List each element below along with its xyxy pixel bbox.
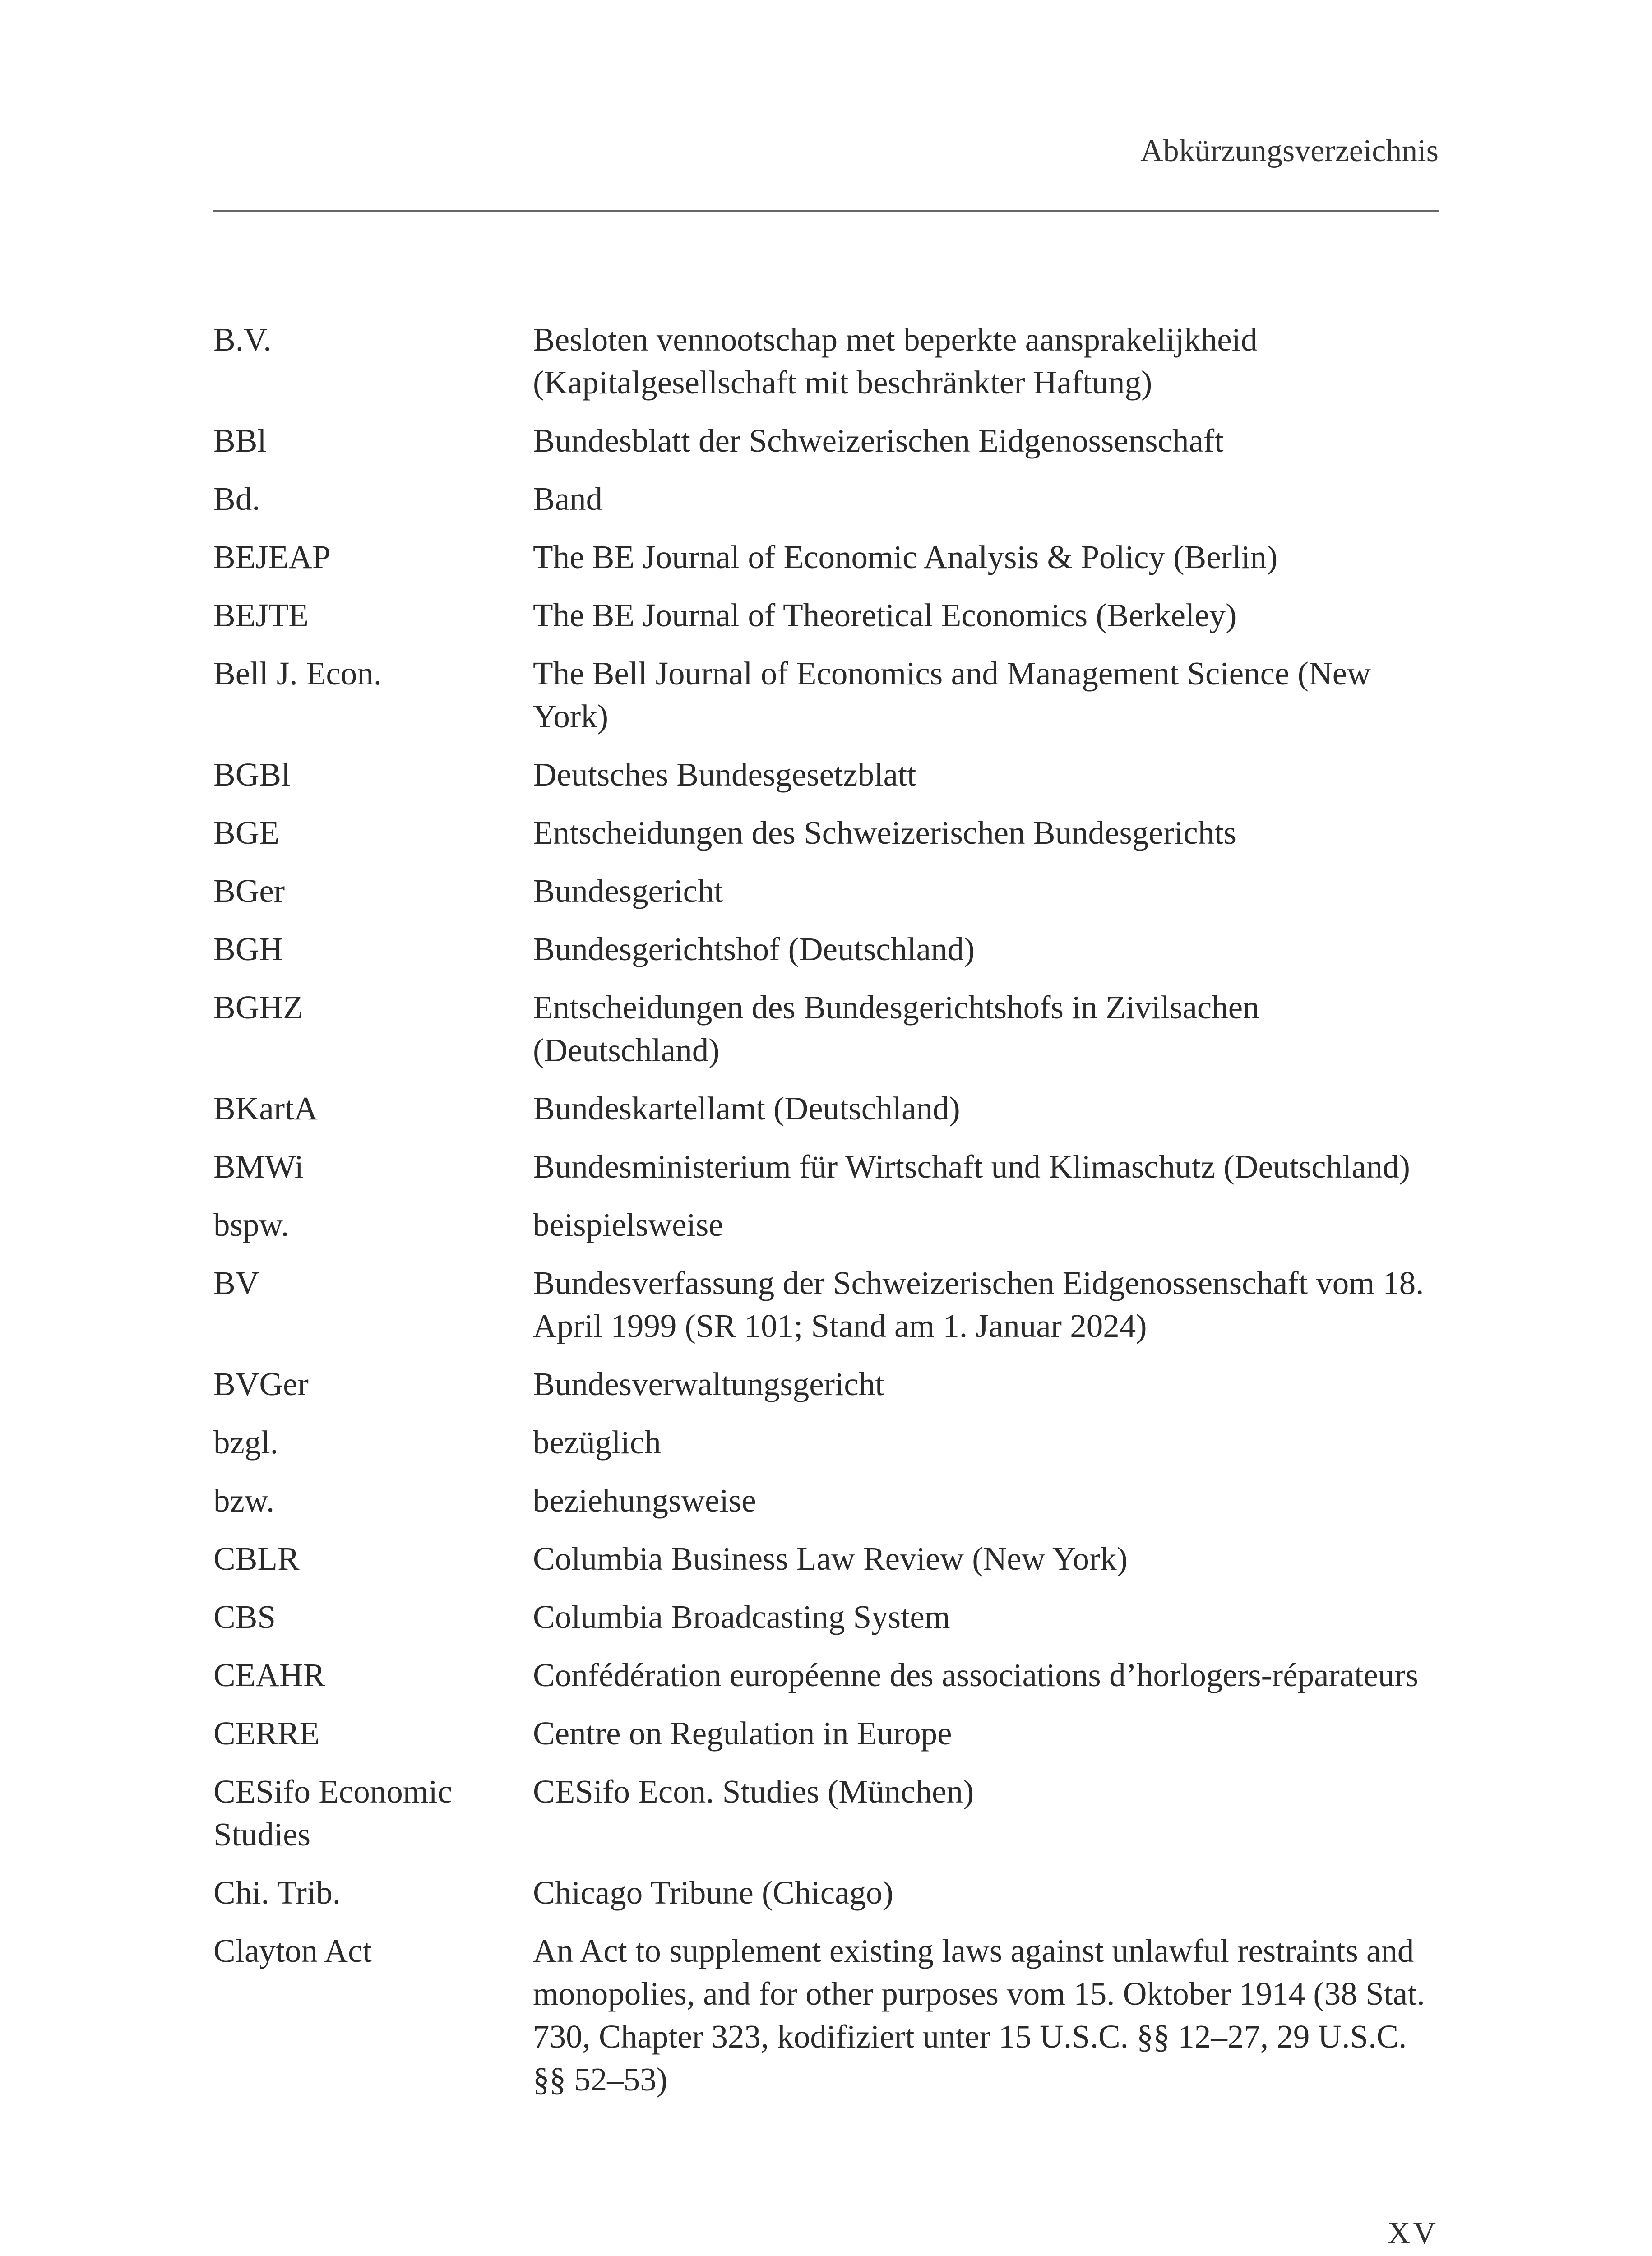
abbreviation-term: BVGer xyxy=(213,1366,309,1402)
abbreviation-term: CESifo Economic Studies xyxy=(213,1773,453,1853)
abbreviation-explanation: The BE Journal of Economic Analysis & Policy (Berlin) xyxy=(533,539,1278,575)
abbreviation-entry xyxy=(213,1770,1439,1856)
abbreviation-entry xyxy=(213,753,1439,796)
abbreviation-entry xyxy=(213,1537,1439,1580)
abbreviation-explanation: Band xyxy=(533,481,603,517)
abbreviation-entry xyxy=(213,652,1439,738)
abbreviation-explanation: bezüglich xyxy=(533,1424,661,1461)
abbreviation-term: CBLR xyxy=(213,1540,300,1577)
abbreviation-entry xyxy=(213,986,1439,1072)
abbreviation-term: Bd. xyxy=(213,481,260,517)
abbreviation-term: Chi. Trib. xyxy=(213,1874,341,1911)
abbreviation-entry xyxy=(213,1871,1439,1914)
abbreviation-term: BGBl xyxy=(213,756,291,793)
abbreviation-explanation: Bundesverfassung der Schweizerischen Eidgenossenschaft vom 18. April 1999 (SR 101; Stand am 1. Januar 2024) xyxy=(533,1265,1424,1344)
abbreviation-term: CBS xyxy=(213,1599,276,1635)
abbreviation-explanation: Columbia Business Law Review (New York) xyxy=(533,1540,1128,1577)
abbreviation-explanation: Centre on Regulation in Europe xyxy=(533,1715,952,1752)
abbreviation-explanation: Bundesblatt der Schweizerischen Eidgenossenschaft xyxy=(533,422,1224,459)
abbreviation-explanation: Columbia Broadcasting System xyxy=(533,1599,950,1635)
abbreviation-explanation: Bundeskartellamt (Deutschland) xyxy=(533,1090,960,1127)
abbreviation-entry xyxy=(213,419,1439,462)
page-number: XV xyxy=(1387,2216,1439,2251)
abbreviation-explanation: Bundesgericht xyxy=(533,873,723,909)
abbreviation-term: BGer xyxy=(213,873,285,909)
abbreviation-entry xyxy=(213,594,1439,637)
abbreviation-explanation: Bundesverwaltungsgericht xyxy=(533,1366,884,1402)
abbreviation-term: bzgl. xyxy=(213,1424,278,1461)
abbreviation-explanation: Entscheidungen des Schweizerischen Bundesgerichts xyxy=(533,814,1236,851)
abbreviation-term: Clayton Act xyxy=(213,1932,372,1969)
abbreviation-entry xyxy=(213,1421,1439,1464)
abbreviation-explanation: Confédération européenne des associations d’horlogers-réparateurs xyxy=(533,1657,1419,1693)
abbreviation-explanation: Bundesministerium für Wirtschaft und Klimaschutz (Deutschland) xyxy=(533,1148,1410,1185)
abbreviation-entry xyxy=(213,1479,1439,1522)
abbreviation-term: BV xyxy=(213,1265,259,1301)
abbreviation-entry xyxy=(213,1145,1439,1188)
abbreviation-term: BGHZ xyxy=(213,989,303,1026)
abbreviation-term: BBl xyxy=(213,422,267,459)
abbreviation-term: BEJEAP xyxy=(213,539,331,575)
abbreviation-entry xyxy=(213,1654,1439,1697)
abbreviation-entry xyxy=(213,1087,1439,1130)
abbreviation-entry xyxy=(213,318,1439,404)
abbreviation-entry xyxy=(213,477,1439,520)
abbreviation-explanation: beziehungsweise xyxy=(533,1482,756,1519)
abbreviation-term: CEAHR xyxy=(213,1657,325,1693)
abbreviation-term: BGE xyxy=(213,814,279,851)
abbreviation-explanation: The Bell Journal of Economics and Management Science (New York) xyxy=(533,655,1371,735)
abbreviation-entry xyxy=(213,811,1439,854)
abbreviation-term: bspw. xyxy=(213,1207,289,1243)
abbreviation-explanation: Chicago Tribune (Chicago) xyxy=(533,1874,893,1911)
abbreviation-explanation: Bundesgerichtshof (Deutschland) xyxy=(533,931,975,967)
abbreviation-explanation: Entscheidungen des Bundesgerichtshofs in Zivilsachen (Deutschland) xyxy=(533,989,1259,1068)
abbreviation-explanation: CESifo Econ. Studies (München) xyxy=(533,1773,974,1810)
abbreviation-list xyxy=(213,318,1439,2116)
abbreviation-entry xyxy=(213,869,1439,912)
abbreviation-entry xyxy=(213,1929,1439,2101)
abbreviation-explanation: beispielsweise xyxy=(533,1207,723,1243)
abbreviation-entry xyxy=(213,1203,1439,1246)
abbreviation-term: B.V. xyxy=(213,321,272,358)
running-head-title: Abkürzungsverzeichnis xyxy=(1140,134,1439,168)
abbreviation-term: Bell J. Econ. xyxy=(213,655,382,692)
abbreviation-entry xyxy=(213,928,1439,971)
abbreviation-explanation: The BE Journal of Theoretical Economics (Berkeley) xyxy=(533,597,1237,633)
abbreviation-entry xyxy=(213,1363,1439,1405)
abbreviation-explanation: Besloten vennootschap met beperkte aansprakelijkheid (Kapitalgesellschaft mit beschränkter Haftung) xyxy=(533,321,1258,401)
abbreviation-explanation: An Act to supplement existing laws against unlawful restraints and monopolies, and for other purposes vom 15. Oktober 1914 (38 Stat. 730, Chapter 323, kodifiziert unter 15 U.S.C. §§ 12–27, 29 U.S.C. §§ 52–53) xyxy=(533,1932,1425,2098)
abbreviation-term: bzw. xyxy=(213,1482,275,1519)
abbreviation-entry xyxy=(213,536,1439,578)
abbreviation-entry xyxy=(213,1262,1439,1347)
abbreviation-explanation: Deutsches Bundesgesetzblatt xyxy=(533,756,916,793)
abbreviation-term: CERRE xyxy=(213,1715,320,1752)
abbreviation-term: BMWi xyxy=(213,1148,304,1185)
abbreviation-entry xyxy=(213,1595,1439,1638)
header-rule xyxy=(213,210,1439,212)
abbreviation-entry xyxy=(213,1712,1439,1755)
abbreviation-term: BEJTE xyxy=(213,597,309,633)
abbreviation-term: BGH xyxy=(213,931,283,967)
abbreviation-term: BKartA xyxy=(213,1090,318,1127)
